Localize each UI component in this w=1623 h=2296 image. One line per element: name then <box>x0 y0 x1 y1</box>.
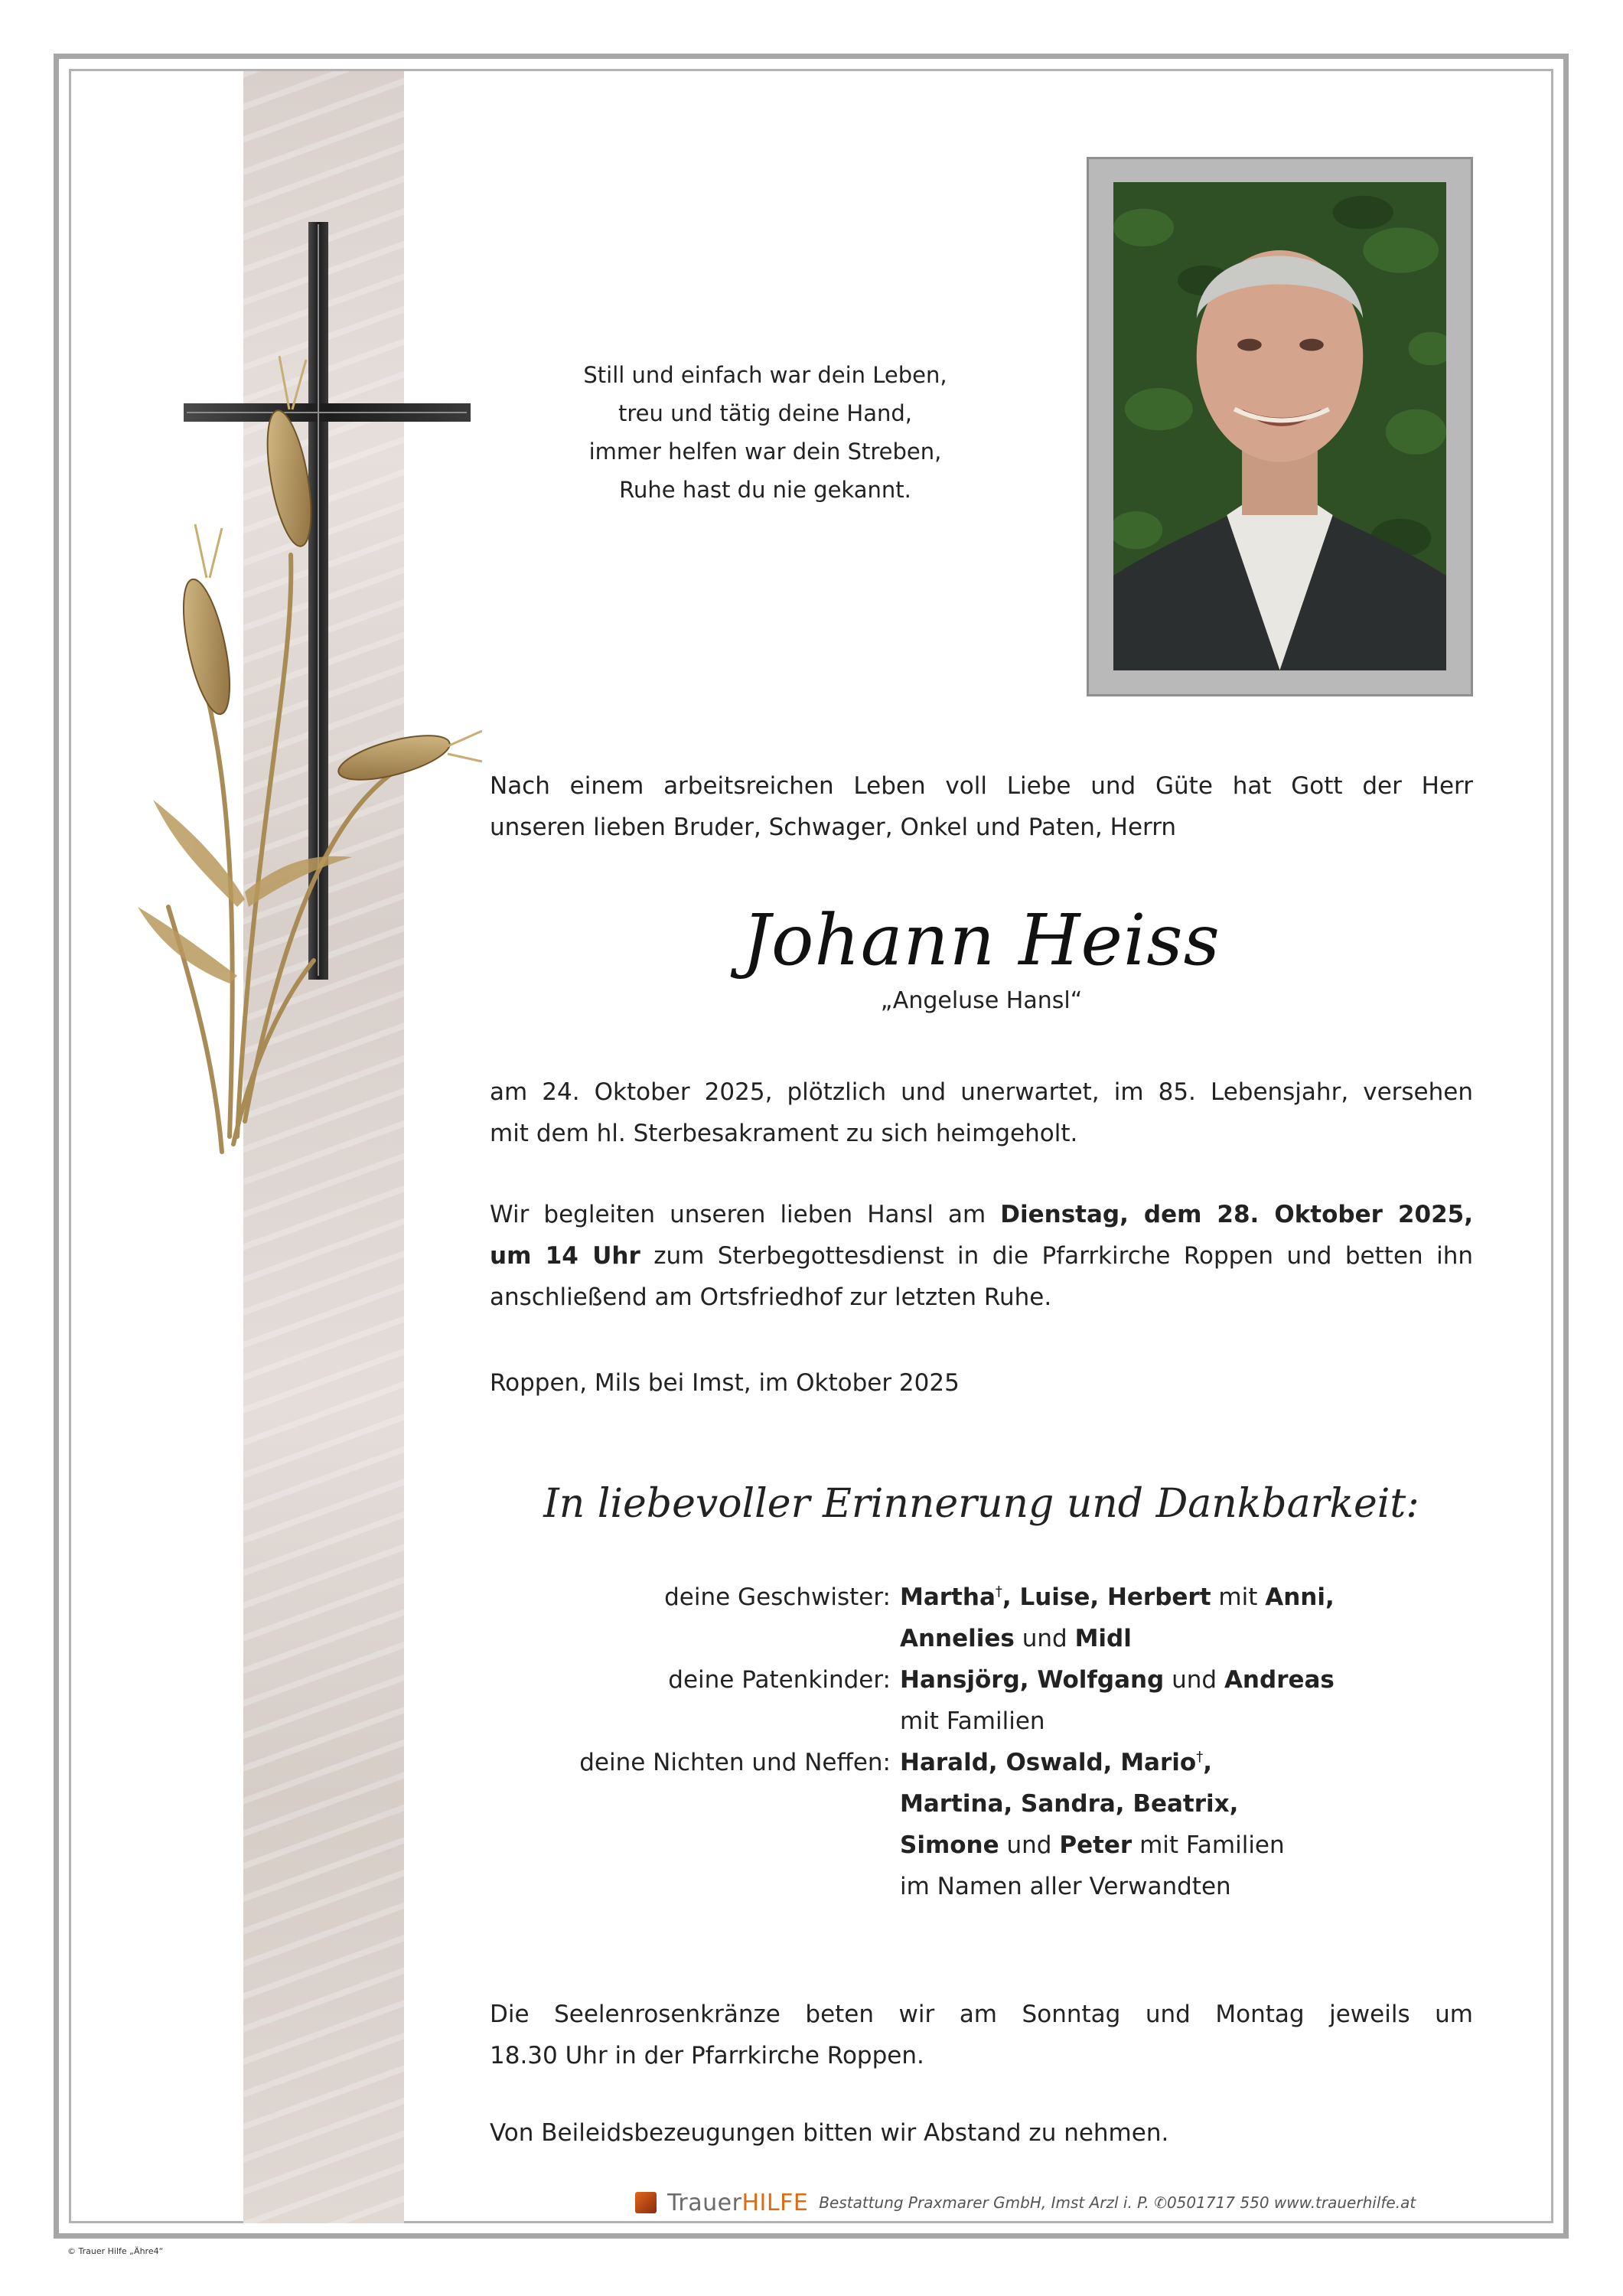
family-list <box>490 1577 1473 1907</box>
family-label: deine Nichten und Neffen: <box>579 1749 891 1776</box>
family-text: und <box>1014 1625 1075 1652</box>
funeral-line <box>490 1194 1473 1235</box>
family-text: , <box>1203 1749 1212 1776</box>
funeral-line <box>490 1235 1473 1277</box>
family-label: deine Geschwister: <box>664 1583 891 1611</box>
intro-line: unseren lieben Bruder, Schwager, Onkel und Paten, Herrn <box>490 814 1177 841</box>
family-group-nephews <box>490 1742 1473 1907</box>
deceased-nickname: „Angeluse Hansl“ <box>880 987 1083 1014</box>
family-text: im Namen aller Verwandten <box>900 1873 1231 1900</box>
family-label: deine Patenkinder: <box>668 1666 891 1694</box>
funeral-time: um 14 Uhr <box>490 1242 640 1270</box>
family-name: Peter <box>1059 1831 1133 1859</box>
trauerhilfe-logo-icon <box>635 2192 657 2213</box>
rosary-line: Die Seelenrosenkränze beten wir am Sonntag und Montag jeweils um <box>490 2001 1473 2028</box>
place-date: Roppen, Mils bei Imst, im Oktober 2025 <box>490 1369 960 1397</box>
portrait-frame <box>1087 157 1473 696</box>
family-text: mit <box>1211 1583 1266 1611</box>
family-name: Hansjörg <box>900 1666 1020 1694</box>
poem-line: Still und einfach war dein Leben, <box>583 362 947 388</box>
poem-line: treu und tätig deine Hand, <box>618 400 912 426</box>
family-name: Martha <box>900 1583 996 1611</box>
rosary-line: 18.30 Uhr in der Pfarrkirche Roppen. <box>490 2042 924 2069</box>
family-names <box>900 1577 1473 1659</box>
logo-text-a: Trauer <box>667 2189 742 2216</box>
family-name: Harald, Oswald, Mario <box>900 1749 1197 1776</box>
family-name: , Luise, Herbert <box>1002 1583 1211 1611</box>
portrait-photo <box>1113 182 1446 670</box>
family-name: Martina, Sandra, Beatrix, <box>900 1790 1239 1818</box>
death-line: am 24. Oktober 2025, plötzlich und unerwartet, im 85. Lebensjahr, versehen <box>490 1078 1473 1106</box>
intro-line: Nach einem arbeitsreichen Leben voll Liebe und Güte hat Gott der Herr <box>490 772 1473 800</box>
family-text: und <box>1164 1666 1224 1694</box>
cross-with-wheat-icon <box>122 218 482 1167</box>
family-name: Simone <box>900 1831 999 1859</box>
family-text: und <box>999 1831 1060 1859</box>
family-group-siblings <box>490 1577 1473 1659</box>
copyright: © Trauer Hilfe „Ähre4“ <box>67 2246 164 2256</box>
family-text: mit Familien <box>1132 1831 1285 1859</box>
rosary-paragraph <box>490 1994 1473 2076</box>
footer <box>635 2189 1416 2216</box>
funeral-line: anschließend am Ortsfriedhof zur letzten Ruhe. <box>490 1283 1052 1311</box>
dagger-mark: † <box>995 1583 1002 1600</box>
death-notice <box>490 1071 1473 1154</box>
condolence-note: Von Beileidsbezeugungen bitten wir Abstand zu nehmen. <box>490 2119 1169 2147</box>
poem <box>528 356 1002 509</box>
logo-text-b: HILFE <box>741 2189 809 2216</box>
family-name: Annelies <box>900 1625 1015 1652</box>
family-text: , <box>1019 1666 1038 1694</box>
poem-line: immer helfen war dein Streben, <box>588 439 942 465</box>
family-name: Andreas <box>1224 1666 1335 1694</box>
funeral-text: zum Sterbegottesdienst in die Pfarrkirche Roppen und betten ihn <box>640 1242 1473 1270</box>
deceased-name: Johann Heiss <box>742 899 1221 981</box>
death-line: mit dem hl. Sterbesakrament zu sich heimgeholt. <box>490 1120 1078 1147</box>
family-names <box>900 1659 1473 1742</box>
funeral-text: Wir begleiten unseren lieben Hansl am <box>490 1201 1001 1228</box>
remembrance-heading: In liebevoller Erinnerung und Dankbarkeit: <box>543 1481 1419 1527</box>
trauerhilfe-logo <box>667 2190 808 2216</box>
family-name: Wolfgang <box>1037 1666 1165 1694</box>
intro-paragraph <box>490 765 1473 848</box>
family-name: Anni, <box>1265 1583 1335 1611</box>
funeral-paragraph <box>490 1194 1473 1318</box>
dagger-mark: † <box>1196 1749 1204 1765</box>
family-names <box>900 1742 1473 1907</box>
funeral-date: Dienstag, dem 28. Oktober 2025, <box>1000 1201 1473 1228</box>
family-group-godchildren <box>490 1659 1473 1742</box>
poem-line: Ruhe hast du nie gekannt. <box>619 477 911 503</box>
family-text: mit Familien <box>900 1707 1045 1735</box>
family-name: Midl <box>1074 1625 1132 1652</box>
footer-info: Bestattung Praxmarer GmbH, Imst Arzl i. P. ✆0501717 550 www.trauerhilfe.at <box>819 2193 1416 2212</box>
